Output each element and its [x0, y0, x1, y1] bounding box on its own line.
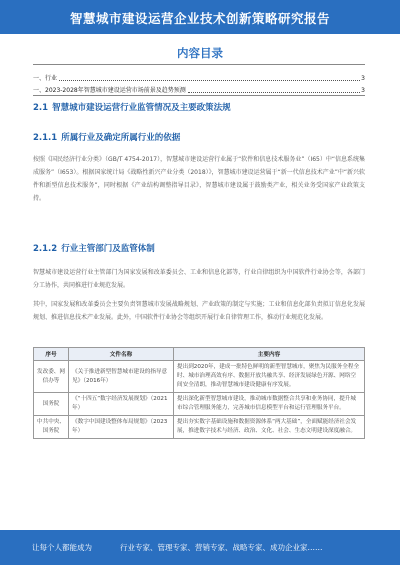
table-row [34, 361, 365, 393]
footer-tagline: 行业专家、管理专家、营销专家、战略专家、成功企业家…… [120, 543, 323, 552]
table-cell: 提出深化新型智慧城市建设，推动城市数据整合共享和业务协同，提升城市综合管理服务能力，完善城市信息模型平台和运行管理服务平台。 [174, 393, 365, 416]
toc-leader-dots [59, 80, 360, 81]
body-paragraph: 智慧城市建设运营行业主管部门为国家发展和改革委员会、工业和信息化部等，行业自律组织为中国软件行业协会等，各部门分工协作，共同推进行业规范发展。 [33, 269, 365, 289]
toc-entry-page: 3 [361, 75, 365, 82]
footer-lead-text: 让每个人都能成为 [32, 543, 92, 552]
section-heading-2-1-1 [33, 131, 180, 143]
report-title: 智慧城市建设运营企业技术创新策略研究报告 [69, 11, 330, 26]
report-header-bar [0, 0, 400, 34]
toc-entry[interactable] [33, 85, 365, 94]
table-cell: 国务院 [34, 393, 69, 416]
table-cell: 提出夯实数字基础设施和数据资源体系“两大基础”，全面赋能经济社会发展，推进数字技术与经济、政治、文化、社会、生态文明建设深度融合。 [174, 416, 365, 439]
table-cell: 发改委、网信办等 [34, 361, 69, 393]
footer-banner [0, 530, 400, 565]
table-cell: 中共中央、国务院 [34, 416, 69, 439]
body-paragraph: 按照《国民经济行业分类》（GB/T 4754-2017），智慧城市建设运营行业属于“软件和信息技术服务业”（I65）中“信息系统集成服务”（I653）。根据国家统计局《战略性新兴产业分类（2018）》，智慧城市建设运营属于“新一代信息技术产业”中“新兴软件和新型信息技术服务”，同时根据《产业结构调整指导目录》，智慧城市建设属于鼓励类产业，相关业务受国家产业政策支持。 [33, 156, 365, 202]
table-cell: 《关于推进新型智慧城市建设的指导意见》（2016年） [69, 361, 174, 393]
table-header-row [34, 348, 365, 361]
section-title: 智慧城市建设运营行业监管情况及主要政策法规 [52, 103, 231, 113]
section-heading-2-1 [33, 101, 231, 113]
toc-entry[interactable] [33, 73, 365, 82]
table-row [34, 393, 365, 416]
section-number: 2.1.1 [33, 133, 58, 143]
toc-top-rule [33, 64, 365, 65]
table-cell: 《数字中国建设整体布局规划》（2023年） [69, 416, 174, 439]
section-title: 行业主管部门及监管体制 [61, 244, 155, 254]
toc-title: 内容目录 [177, 46, 223, 60]
toc-entry-page: 3 [361, 87, 365, 94]
section-number: 2.1.2 [33, 244, 58, 254]
table-cell: 《“十四五”数字经济发展规划》（2021年） [69, 393, 174, 416]
body-paragraph: 其中，国家发展和改革委员会主要负责智慧城市发展战略规划、产业政策的制定与实施；工业和信息化部负责拟订信息化发展规划、推进信息技术产业发展。此外，中国软件行业协会等组织开展行业自律管理工作，推动行业规范化发展。 [33, 301, 365, 321]
toc-bottom-rule [33, 95, 365, 96]
toc-leader-dots [188, 92, 360, 93]
table-header-cell: 文件名称 [69, 348, 174, 361]
policy-table [33, 347, 365, 439]
section-title: 所属行业及确定所属行业的依据 [61, 133, 181, 143]
section-heading-2-1-2 [33, 242, 155, 254]
table-row [34, 416, 365, 439]
table-header-cell: 主要内容 [174, 348, 365, 361]
table-header-cell: 序号 [34, 348, 69, 361]
section-number: 2.1 [33, 103, 49, 113]
toc-entry-label: 一、行业 [33, 75, 58, 82]
table-cell: 提出到2020年，建成一批特色鲜明的新型智慧城市，聚焦为民服务全程全时、城市治理高效有序、数据开放共融共享、经济发展绿色开源、网络空间安全清朗，推动智慧城市建设健康有序发展。 [174, 361, 365, 393]
toc-entry-label: 一、2023-2028年智慧城市建设运营市场前景及趋势预测 [33, 87, 186, 94]
